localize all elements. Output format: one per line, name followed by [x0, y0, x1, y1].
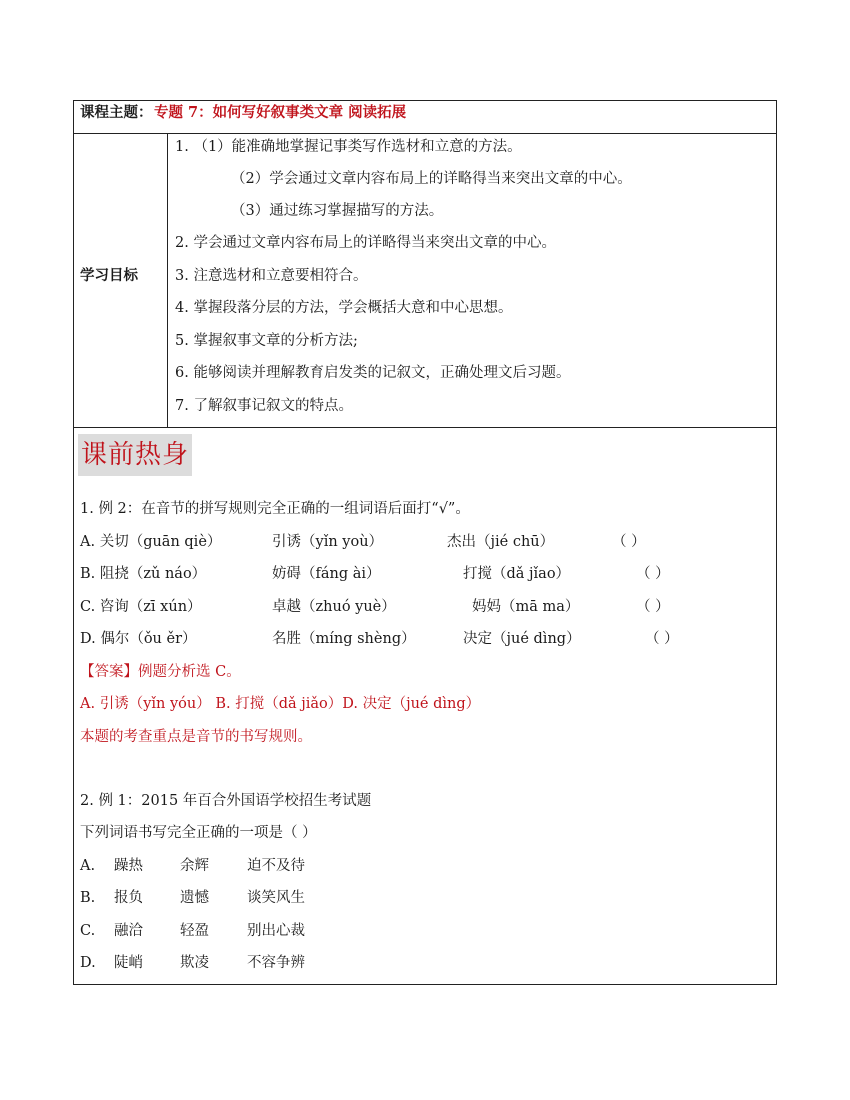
q2-option-b-word1: 报负: [114, 890, 143, 906]
q1-option-a: A. 关切（guān qiè）: [80, 534, 222, 550]
q1-option-d-word2: 名胜（míng shèng）: [272, 631, 416, 647]
q1-stem: 1. 例 2：在音节的拼写规则完全正确的一组词语后面打“√”。: [80, 501, 470, 517]
q1-option-c-word2: 卓越（zhuó yuè）: [272, 599, 396, 615]
q1-option-a-word2: 引诱（yǐn yoù）: [272, 534, 384, 550]
column-divider: [167, 133, 168, 427]
q2-option-c-letter: C.: [80, 923, 96, 939]
warmup-title: 课前热身: [81, 440, 190, 470]
q1-analysis-line1: A. 引诱（yǐn yóu） B. 打搅（dǎ jiǎo）D. 决定（jué dìng）: [80, 696, 481, 712]
q2-option-a-word3: 迫不及待: [247, 858, 305, 874]
q1-option-b-word3: 打搅（dǎ jǐao）: [463, 566, 571, 582]
header-label: 课程主题：: [80, 104, 153, 121]
header-divider: [73, 133, 777, 134]
q2-option-c-word2: 轻盈: [180, 923, 209, 939]
course-title: 专题 7：如何写好叙事类文章 阅读拓展: [154, 104, 407, 121]
warmup-banner: [78, 434, 192, 476]
q2-option-b-letter: B.: [80, 890, 96, 906]
q2-option-b-word3: 谈笑风生: [247, 890, 305, 906]
q1-answer: [80, 663, 241, 681]
q2-option-b-word2: 遗憾: [180, 890, 209, 906]
answer-tag: 【答案】: [80, 664, 138, 680]
q1-option-d: D. 偶尔（ǒu ěr）: [80, 631, 197, 647]
q1-option-b-blank: （ ）: [636, 566, 670, 582]
objective-item: 6. 能够阅读并理解教育启发类的记叙文，正确处理文后习题。: [175, 365, 571, 381]
q1-option-a-word3: 杰出（jié chū）: [447, 534, 555, 550]
q1-option-a-blank: （ ）: [612, 534, 646, 550]
q2-option-a-word2: 余辉: [180, 858, 209, 874]
q1-option-c-blank: （ ）: [636, 599, 670, 615]
q1-option-c: C. 咨询（zī xún）: [80, 599, 202, 615]
answer-text: 例题分析选 C。: [138, 664, 241, 680]
q2-option-a-word1: 躁热: [114, 858, 143, 874]
q2-option-c-word1: 融洽: [114, 923, 143, 939]
objectives-divider: [73, 427, 777, 428]
q1-option-b-word2: 妨碍（fáng ài）: [272, 566, 381, 582]
q1-option-b: B. 阻挠（zǔ náo）: [80, 566, 207, 582]
q2-option-a-letter: A.: [80, 858, 96, 874]
q1-analysis-line2: 本题的考查重点是音节的书写规则。: [80, 729, 312, 745]
objective-item: 2. 学会通过文章内容布局上的详略得当来突出文章的中心。: [175, 235, 556, 251]
q2-option-d-word2: 欺凌: [180, 955, 209, 971]
objective-item: 7. 了解叙事记叙文的特点。: [175, 398, 353, 414]
q2-prompt: 下列词语书写完全正确的一项是（ ）: [80, 825, 317, 841]
objective-item: （3）通过练习掌握描写的方法。: [231, 203, 444, 219]
q2-option-d-letter: D.: [80, 955, 96, 971]
objective-item: 3. 注意选材和立意要相符合。: [175, 268, 368, 284]
objective-item: 4. 掌握段落分层的方法，学会概括大意和中心思想。: [175, 300, 513, 316]
objective-item: 1. （1）能准确地掌握记事类写作选材和立意的方法。: [175, 139, 522, 155]
q1-option-c-word3: 妈妈（mā ma）: [472, 599, 580, 615]
objective-item: （2）学会通过文章内容布局上的详略得当来突出文章的中心。: [231, 171, 632, 187]
q2-option-d-word1: 陡峭: [114, 955, 143, 971]
q2-option-c-word3: 别出心裁: [247, 923, 305, 939]
objective-item: 5. 掌握叙事文章的分析方法;: [175, 333, 358, 349]
q1-option-d-blank: （ ）: [645, 631, 679, 647]
q2-option-d-word3: 不容争辨: [247, 955, 305, 971]
q2-stem: 2. 例 1：2015 年百合外国语学校招生考试题: [80, 793, 372, 809]
q1-option-d-word3: 决定（jué dìng）: [463, 631, 581, 647]
objectives-label: 学习目标: [80, 267, 138, 284]
